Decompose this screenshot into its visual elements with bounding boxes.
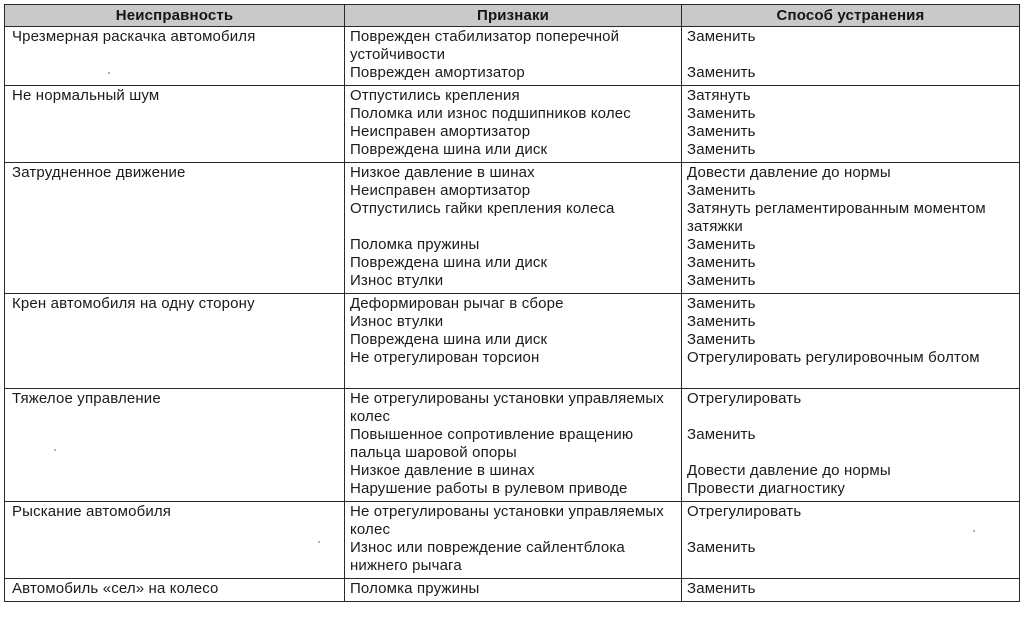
scan-speck [973,530,975,532]
remedy-text: Заменить [687,236,756,253]
fault-cell [5,27,345,86]
sign-text: Неисправен амортизатор [350,182,531,199]
remedy-text: Отрегулировать [687,390,802,407]
remedy-text: Заменить [687,331,756,348]
remedy-cell [682,163,1020,294]
remedy-text: Заменить [687,295,756,312]
signs-cell [345,294,682,389]
remedy-text: Отрегулировать [687,503,802,520]
remedy-cell [682,502,1020,579]
signs-cell [345,389,682,502]
remedy-text: Заменить [687,182,756,199]
fault-cell [5,389,345,502]
sign-text: Износ или повреждение сайлентблока нижнего рычага [350,539,625,574]
fault-cell [5,579,345,602]
remedy-cell [682,294,1020,389]
fault-text: Автомобиль «сел» на колесо [12,580,219,597]
remedy-text: Заменить [687,272,756,289]
fault-text: Чрезмерная раскачка автомобиля [12,28,256,45]
sign-text: Низкое давление в шинах [350,164,535,181]
sign-text: Не отрегулированы установки управляемых колес [350,503,664,538]
sign-text: Нарушение работы в рулевом приводе [350,480,628,497]
table-row [5,294,1020,389]
sign-text: Деформирован рычаг в сборе [350,295,564,312]
remedy-text: Заменить [687,64,756,81]
sign-text: Отпустились крепления [350,87,520,104]
table-row [5,163,1020,294]
remedy-text: Заменить [687,254,756,271]
header-signs: Признаки [345,5,682,27]
sign-text: Поврежден стабилизатор поперечной устойчивости [350,28,620,63]
signs-cell [345,579,682,602]
signs-cell [345,163,682,294]
header-remedy: Способ устранения [682,5,1020,27]
table-row [5,389,1020,502]
remedy-cell [682,27,1020,86]
remedy-text: Отрегулировать регулировочным болтом [687,349,980,366]
signs-cell [345,502,682,579]
fault-table-sheet [4,4,1019,614]
scan-speck [108,72,110,74]
signs-cell [345,86,682,163]
remedy-cell [682,389,1020,502]
fault-table [4,4,1020,602]
remedy-text: Довести давление до нормы [687,462,891,479]
remedy-text: Заменить [687,580,756,597]
sign-text: Неисправен амортизатор [350,123,531,140]
fault-text: Затрудненное движение [12,164,186,181]
sign-text: Повышенное сопротивление вращению пальца шаровой опоры [350,426,634,461]
remedy-text: Заменить [687,426,756,443]
remedy-text: Заменить [687,141,756,158]
remedy-text: Заменить [687,105,756,122]
sign-text: Повреждена шина или диск [350,141,548,158]
sign-text: Износ втулки [350,272,444,289]
sign-text: Не отрегулирован торсион [350,349,540,366]
fault-cell [5,163,345,294]
sign-text: Отпустились гайки крепления колеса [350,200,615,217]
fault-text: Тяжелое управление [12,390,161,407]
remedy-text: Провести диагностику [687,480,846,497]
fault-cell [5,86,345,163]
table-row [5,86,1020,163]
sign-text: Поломка пружины [350,580,480,597]
sign-text: Не отрегулированы установки управляемых колес [350,390,664,425]
scan-speck [318,541,320,543]
fault-text: Рыскание автомобиля [12,503,172,520]
scan-speck [54,449,56,451]
remedy-text: Довести давление до нормы [687,164,891,181]
fault-text: Не нормальный шум [12,87,160,104]
sign-text: Поломка пружины [350,236,480,253]
sign-text: Поломка или износ подшипников колес [350,105,631,122]
sign-text: Поврежден амортизатор [350,64,525,81]
remedy-text: Затянуть [687,87,751,104]
sign-text: Низкое давление в шинах [350,462,535,479]
remedy-cell [682,86,1020,163]
sign-text: Повреждена шина или диск [350,331,548,348]
table-row [5,502,1020,579]
fault-text: Крен автомобиля на одну сторону [12,295,255,312]
table-header-row [5,5,1020,27]
remedy-text: Заменить [687,313,756,330]
fault-cell [5,502,345,579]
sign-text: Износ втулки [350,313,444,330]
fault-cell [5,294,345,389]
table-row [5,579,1020,602]
signs-cell [345,27,682,86]
remedy-text: Заменить [687,28,756,45]
remedy-text: Заменить [687,539,756,556]
table-row [5,27,1020,86]
remedy-cell [682,579,1020,602]
sign-text: Повреждена шина или диск [350,254,548,271]
header-fault: Неисправность [5,5,345,27]
remedy-text: Заменить [687,123,756,140]
remedy-text: Затянуть регламентированным моментом затяжки [687,200,986,235]
